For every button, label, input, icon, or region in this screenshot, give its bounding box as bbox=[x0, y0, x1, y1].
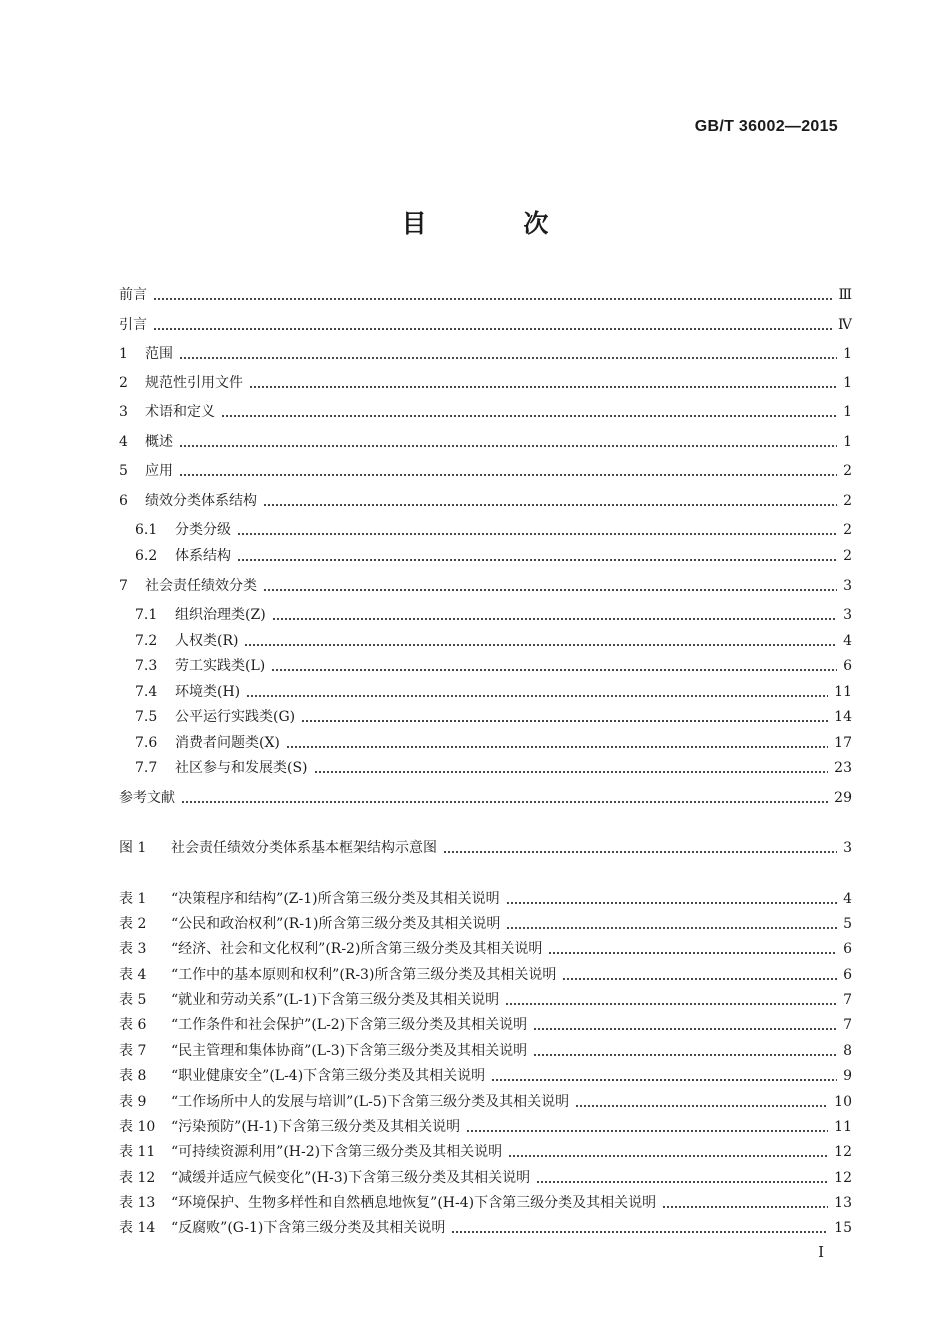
toc-entry-7-5[interactable] bbox=[135, 706, 852, 728]
toc-entry-label: 公平运行实践类(G) bbox=[175, 709, 296, 725]
toc-table-number: 表 10 bbox=[119, 1119, 156, 1135]
toc-table-1[interactable] bbox=[119, 888, 852, 910]
leader-dots bbox=[301, 706, 828, 728]
toc-entry-number: 7.2 bbox=[135, 633, 158, 649]
leader-dots bbox=[314, 757, 829, 779]
toc-table-number: 表 1 bbox=[119, 891, 147, 907]
toc-table-12[interactable] bbox=[119, 1167, 852, 1189]
toc-entry-label: 前言 bbox=[119, 287, 147, 303]
toc-entry-system-structure[interactable] bbox=[119, 490, 852, 512]
toc-table-label: “工作场所中人的发展与培训”(L-5)下含第三级分类及其相关说明 bbox=[171, 1094, 570, 1110]
toc-table-number: 表 13 bbox=[119, 1195, 156, 1211]
toc-entry-architecture[interactable] bbox=[135, 545, 852, 567]
toc-table-4[interactable] bbox=[119, 964, 852, 986]
toc-table-page: 15 bbox=[834, 1220, 852, 1236]
toc-entry-number: 7.3 bbox=[135, 658, 158, 674]
toc-table-7[interactable] bbox=[119, 1040, 852, 1062]
toc-entry-terms-definitions[interactable] bbox=[119, 401, 852, 423]
toc-table-2[interactable] bbox=[119, 913, 852, 935]
toc-table-11[interactable] bbox=[119, 1141, 852, 1163]
toc-entry-number: 2 bbox=[119, 375, 128, 391]
leader-dots bbox=[491, 1065, 837, 1087]
leader-dots bbox=[466, 1116, 828, 1138]
leader-dots bbox=[221, 401, 837, 423]
toc-table-3[interactable] bbox=[119, 938, 852, 960]
toc-table-number: 表 12 bbox=[119, 1170, 156, 1186]
leader-dots bbox=[181, 787, 828, 809]
leader-dots bbox=[246, 681, 828, 703]
toc-table-number: 表 3 bbox=[119, 941, 147, 957]
toc-entry-page: 2 bbox=[843, 493, 852, 509]
toc-table-9[interactable] bbox=[119, 1091, 852, 1113]
toc-entry-label: 概述 bbox=[145, 434, 173, 450]
toc-entry-7-3[interactable] bbox=[135, 655, 852, 677]
toc-entry-7-7[interactable] bbox=[135, 757, 852, 779]
toc-table-10[interactable] bbox=[119, 1116, 852, 1138]
toc-table-page: 10 bbox=[834, 1094, 852, 1110]
toc-entry-label: 环境类(H) bbox=[175, 684, 241, 700]
toc-table-page: 9 bbox=[843, 1068, 852, 1084]
toc-entry-number: 6.1 bbox=[135, 522, 158, 538]
toc-entry-performance-classification[interactable] bbox=[119, 575, 852, 597]
toc-table-number: 表 9 bbox=[119, 1094, 147, 1110]
leader-dots bbox=[263, 490, 837, 512]
toc-entry-page: Ⅳ bbox=[838, 317, 852, 333]
toc-entry-number: 4 bbox=[119, 434, 128, 450]
leader-dots bbox=[153, 284, 832, 306]
toc-entry-page: 3 bbox=[843, 578, 852, 594]
toc-entry-page: 14 bbox=[834, 709, 852, 725]
toc-entry-label: 引言 bbox=[119, 317, 147, 333]
toc-table-5[interactable] bbox=[119, 989, 852, 1011]
leader-dots bbox=[575, 1091, 828, 1113]
toc-table-label: “经济、社会和文化权利”(R-2)所含第三级分类及其相关说明 bbox=[171, 941, 543, 957]
toc-entry-7-6[interactable] bbox=[135, 732, 852, 754]
toc-entry-number: 6.2 bbox=[135, 548, 158, 564]
toc-table-label: “工作中的基本原则和权利”(R-3)所含第三级分类及其相关说明 bbox=[171, 967, 557, 983]
toc-table-page: 6 bbox=[843, 941, 852, 957]
leader-dots bbox=[263, 575, 837, 597]
toc-entry-7-4[interactable] bbox=[135, 681, 852, 703]
toc-entry-number: 6 bbox=[119, 493, 128, 509]
toc-table-page: 8 bbox=[843, 1043, 852, 1059]
toc-figure-label: 社会责任绩效分类体系基本框架结构示意图 bbox=[171, 840, 437, 856]
leader-dots bbox=[533, 1014, 837, 1036]
toc-figure-page: 3 bbox=[843, 840, 852, 856]
toc-entry-7-1[interactable] bbox=[135, 604, 852, 626]
leader-dots bbox=[237, 519, 837, 541]
toc-entry-page: 11 bbox=[834, 684, 852, 700]
toc-table-page: 4 bbox=[843, 891, 852, 907]
leader-dots bbox=[548, 938, 837, 960]
leader-dots bbox=[662, 1192, 828, 1214]
toc-table-8[interactable] bbox=[119, 1065, 852, 1087]
leader-dots bbox=[451, 1217, 828, 1239]
toc-entry-page: 1 bbox=[843, 404, 852, 420]
toc-table-label: “公民和政治权利”(R-1)所含第三级分类及其相关说明 bbox=[171, 916, 501, 932]
toc-entry-label: 规范性引用文件 bbox=[145, 375, 243, 391]
toc-table-page: 6 bbox=[843, 967, 852, 983]
toc-table-label: “民主管理和集体协商”(L-3)下含第三级分类及其相关说明 bbox=[171, 1043, 528, 1059]
leader-dots bbox=[505, 989, 837, 1011]
leader-dots bbox=[271, 655, 837, 677]
toc-table-label: “就业和劳动关系”(L-1)下含第三级分类及其相关说明 bbox=[171, 992, 500, 1008]
toc-entry-7-2[interactable] bbox=[135, 630, 852, 652]
toc-table-number: 表 14 bbox=[119, 1220, 156, 1236]
toc-table-label: “环境保护、生物多样性和自然栖息地恢复”(H-4)下含第三级分类及其相关说明 bbox=[171, 1195, 657, 1211]
toc-entry-number: 7.7 bbox=[135, 760, 158, 776]
page-number: I bbox=[818, 1243, 824, 1261]
toc-table-number: 表 8 bbox=[119, 1068, 147, 1084]
toc-entry-number: 7.5 bbox=[135, 709, 158, 725]
leader-dots bbox=[533, 1040, 837, 1062]
toc-entry-label: 绩效分类体系结构 bbox=[145, 493, 257, 509]
toc-entry-page: 1 bbox=[843, 346, 852, 362]
toc-entry-label: 组织治理类(Z) bbox=[175, 607, 266, 623]
toc-entry-introduction[interactable] bbox=[119, 314, 852, 336]
toc-entry-page: 2 bbox=[843, 522, 852, 538]
toc-entry-page: 1 bbox=[843, 375, 852, 391]
toc-table-6[interactable] bbox=[119, 1014, 852, 1036]
toc-figure-1[interactable] bbox=[119, 837, 852, 859]
toc-figure-number: 图 1 bbox=[119, 840, 147, 856]
toc-entry-label: 劳工实践类(L) bbox=[175, 658, 266, 674]
toc-entry-label: 社区参与和发展类(S) bbox=[175, 760, 308, 776]
leader-dots bbox=[179, 431, 837, 453]
toc-entry-label: 参考文献 bbox=[119, 790, 175, 806]
standard-code: GB/T 36002—2015 bbox=[694, 118, 838, 135]
toc-entry-label: 分类分级 bbox=[175, 522, 231, 538]
toc-entry-label: 体系结构 bbox=[175, 548, 231, 564]
toc-table-number: 表 6 bbox=[119, 1017, 147, 1033]
toc-entry-scope[interactable] bbox=[119, 343, 852, 365]
toc-entry-page: 29 bbox=[834, 790, 852, 806]
toc-table-label: “反腐败”(G-1)下含第三级分类及其相关说明 bbox=[171, 1220, 446, 1236]
toc-table-label: “可持续资源利用”(H-2)下含第三级分类及其相关说明 bbox=[171, 1144, 503, 1160]
toc-entry-page: 2 bbox=[843, 463, 852, 479]
toc-entry-page: 3 bbox=[843, 607, 852, 623]
toc-entry-label: 应用 bbox=[145, 463, 173, 479]
toc-table-14[interactable] bbox=[119, 1217, 852, 1239]
leader-dots bbox=[244, 630, 837, 652]
toc-entry-number: 7.1 bbox=[135, 607, 158, 623]
toc-table-number: 表 4 bbox=[119, 967, 147, 983]
toc-entry-number: 7 bbox=[119, 578, 128, 594]
toc-entry-page: 23 bbox=[834, 760, 852, 776]
toc-entry-page: 1 bbox=[843, 434, 852, 450]
toc-entry-page: Ⅲ bbox=[838, 287, 852, 303]
toc-entry-number: 3 bbox=[119, 404, 128, 420]
toc-table-label: “职业健康安全”(L-4)下含第三级分类及其相关说明 bbox=[171, 1068, 486, 1084]
toc-entry-number: 5 bbox=[119, 463, 128, 479]
toc-table-label: “污染预防”(H-1)下含第三级分类及其相关说明 bbox=[171, 1119, 461, 1135]
toc-table-page: 13 bbox=[834, 1195, 852, 1211]
leader-dots bbox=[179, 343, 837, 365]
toc-entry-bibliography[interactable] bbox=[119, 787, 852, 809]
toc-table-label: “工作条件和社会保护”(L-2)下含第三级分类及其相关说明 bbox=[171, 1017, 528, 1033]
toc-entry-page: 6 bbox=[843, 658, 852, 674]
toc-entry-page: 2 bbox=[843, 548, 852, 564]
toc-table-page: 7 bbox=[843, 992, 852, 1008]
toc-table-label: “决策程序和结构”(Z-1)所含第三级分类及其相关说明 bbox=[171, 891, 500, 907]
toc-table-number: 表 11 bbox=[119, 1144, 156, 1160]
toc-table-page: 11 bbox=[834, 1119, 852, 1135]
toc-entry-overview[interactable] bbox=[119, 431, 852, 453]
toc-entry-normative-references[interactable] bbox=[119, 372, 852, 394]
toc-entry-classification-levels[interactable] bbox=[135, 519, 852, 541]
toc-entry-number: 7.4 bbox=[135, 684, 158, 700]
toc-table-page: 12 bbox=[834, 1170, 852, 1186]
leader-dots bbox=[536, 1167, 828, 1189]
toc-table-page: 5 bbox=[843, 916, 852, 932]
toc-table-label: “减缓并适应气候变化”(H-3)下含第三级分类及其相关说明 bbox=[171, 1170, 531, 1186]
toc-table-13[interactable] bbox=[119, 1192, 852, 1214]
toc-entry-label: 人权类(R) bbox=[175, 633, 239, 649]
toc-entry-page: 4 bbox=[843, 633, 852, 649]
toc-entry-label: 消费者问题类(X) bbox=[175, 735, 280, 751]
leader-dots bbox=[443, 837, 837, 859]
toc-entry-foreword[interactable] bbox=[119, 284, 852, 306]
toc-entry-page: 17 bbox=[834, 735, 852, 751]
toc-table-page: 12 bbox=[834, 1144, 852, 1160]
toc-entry-label: 术语和定义 bbox=[145, 404, 215, 420]
leader-dots bbox=[562, 964, 837, 986]
toc-table-number: 表 7 bbox=[119, 1043, 147, 1059]
leader-dots bbox=[272, 604, 837, 626]
leader-dots bbox=[506, 888, 837, 910]
leader-dots bbox=[249, 372, 837, 394]
toc-entry-label: 社会责任绩效分类 bbox=[145, 578, 257, 594]
leader-dots bbox=[506, 913, 837, 935]
toc-table-number: 表 5 bbox=[119, 992, 147, 1008]
leader-dots bbox=[179, 460, 837, 482]
toc-table-page: 7 bbox=[843, 1017, 852, 1033]
toc-entry-number: 1 bbox=[119, 346, 128, 362]
toc-entry-number: 7.6 bbox=[135, 735, 158, 751]
toc-title: 目 次 bbox=[401, 209, 593, 238]
leader-dots bbox=[508, 1141, 828, 1163]
toc-table-number: 表 2 bbox=[119, 916, 147, 932]
toc-entry-label: 范围 bbox=[145, 346, 173, 362]
leader-dots bbox=[237, 545, 837, 567]
leader-dots bbox=[153, 314, 832, 336]
leader-dots bbox=[286, 732, 828, 754]
toc-entry-application[interactable] bbox=[119, 460, 852, 482]
